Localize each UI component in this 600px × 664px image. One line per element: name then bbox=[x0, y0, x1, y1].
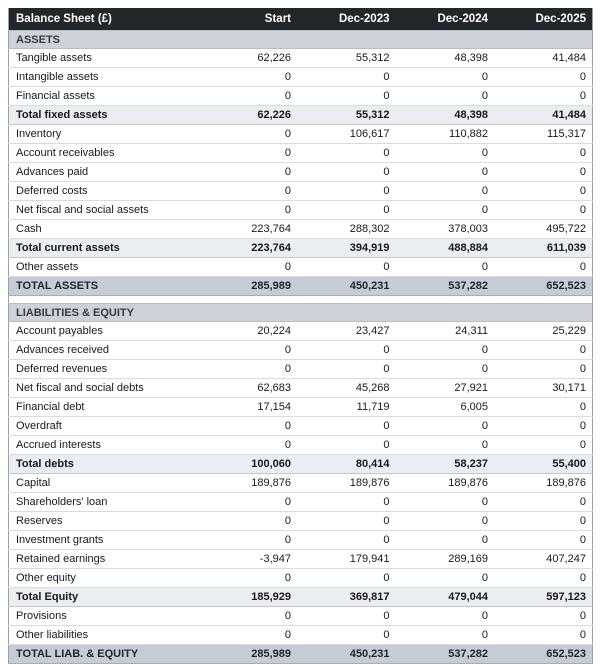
balance-sheet bbox=[8, 8, 592, 664]
cell-value: 0 bbox=[297, 258, 396, 277]
cell-value: 0 bbox=[396, 360, 495, 379]
row-label: Total fixed assets bbox=[9, 106, 199, 125]
cell-value: 0 bbox=[297, 626, 396, 645]
row-label: Inventory bbox=[9, 125, 199, 144]
cell-value: 0 bbox=[297, 512, 396, 531]
cell-value: 285,989 bbox=[199, 277, 298, 296]
table-row bbox=[9, 163, 593, 182]
cell-value: 0 bbox=[494, 144, 593, 163]
cell-value: 0 bbox=[297, 493, 396, 512]
cell-value: 25,229 bbox=[494, 322, 593, 341]
row-label: Deferred costs bbox=[9, 182, 199, 201]
cell-value: 11,719 bbox=[297, 398, 396, 417]
cell-value: 0 bbox=[396, 182, 495, 201]
section-header-label: LIABILITIES & EQUITY bbox=[9, 304, 593, 322]
cell-value: 378,003 bbox=[396, 220, 495, 239]
table-row bbox=[9, 455, 593, 474]
cell-value: 488,884 bbox=[396, 239, 495, 258]
cell-value: 0 bbox=[199, 531, 298, 550]
cell-value: 537,282 bbox=[396, 277, 495, 296]
cell-value: 0 bbox=[494, 341, 593, 360]
cell-value: 450,231 bbox=[297, 277, 396, 296]
cell-value: 652,523 bbox=[494, 645, 593, 664]
cell-value: 0 bbox=[396, 607, 495, 626]
cell-value: 0 bbox=[199, 144, 298, 163]
cell-value: 24,311 bbox=[396, 322, 495, 341]
cell-value: 223,764 bbox=[199, 220, 298, 239]
cell-value: 0 bbox=[297, 68, 396, 87]
column-header-dec-2024: Dec-2024 bbox=[396, 8, 495, 31]
cell-value: 0 bbox=[297, 417, 396, 436]
cell-value: 0 bbox=[396, 493, 495, 512]
row-label: Advances received bbox=[9, 341, 199, 360]
cell-value: 20,224 bbox=[199, 322, 298, 341]
cell-value: 0 bbox=[297, 87, 396, 106]
row-label: Other assets bbox=[9, 258, 199, 277]
cell-value: 0 bbox=[199, 258, 298, 277]
cell-value: 30,171 bbox=[494, 379, 593, 398]
cell-value: 0 bbox=[297, 360, 396, 379]
cell-value: 0 bbox=[199, 512, 298, 531]
row-label: Investment grants bbox=[9, 531, 199, 550]
cell-value: 189,876 bbox=[396, 474, 495, 493]
cell-value: 41,484 bbox=[494, 106, 593, 125]
balance-sheet-table bbox=[8, 8, 593, 664]
cell-value: 185,929 bbox=[199, 588, 298, 607]
cell-value: 0 bbox=[494, 626, 593, 645]
cell-value: 288,302 bbox=[297, 220, 396, 239]
cell-value: 223,764 bbox=[199, 239, 298, 258]
cell-value: 0 bbox=[396, 626, 495, 645]
cell-value: 495,722 bbox=[494, 220, 593, 239]
cell-value: 0 bbox=[494, 182, 593, 201]
row-label: Reserves bbox=[9, 512, 199, 531]
cell-value: 0 bbox=[297, 569, 396, 588]
row-label: Provisions bbox=[9, 607, 199, 626]
cell-value: 0 bbox=[494, 163, 593, 182]
cell-value: 41,484 bbox=[494, 49, 593, 68]
table-row bbox=[9, 277, 593, 296]
cell-value: 0 bbox=[494, 569, 593, 588]
cell-value: 0 bbox=[396, 417, 495, 436]
table-row bbox=[9, 493, 593, 512]
row-label: Net fiscal and social assets bbox=[9, 201, 199, 220]
cell-value: 285,989 bbox=[199, 645, 298, 664]
table-row bbox=[9, 588, 593, 607]
cell-value: 0 bbox=[494, 417, 593, 436]
column-header-start: Start bbox=[199, 8, 298, 31]
cell-value: 0 bbox=[199, 607, 298, 626]
cell-value: 0 bbox=[297, 163, 396, 182]
table-row bbox=[9, 550, 593, 569]
table-row bbox=[9, 569, 593, 588]
table-row bbox=[9, 68, 593, 87]
table-header-row bbox=[9, 8, 593, 31]
row-label: Net fiscal and social debts bbox=[9, 379, 199, 398]
cell-value: 0 bbox=[396, 512, 495, 531]
cell-value: 0 bbox=[396, 201, 495, 220]
section-header-row bbox=[9, 304, 593, 322]
table-row bbox=[9, 512, 593, 531]
row-label: Cash bbox=[9, 220, 199, 239]
cell-value: 0 bbox=[297, 182, 396, 201]
cell-value: 0 bbox=[494, 531, 593, 550]
row-label: Advances paid bbox=[9, 163, 199, 182]
table-row bbox=[9, 144, 593, 163]
cell-value: 100,060 bbox=[199, 455, 298, 474]
cell-value: -3,947 bbox=[199, 550, 298, 569]
row-label: Retained earnings bbox=[9, 550, 199, 569]
cell-value: 0 bbox=[199, 417, 298, 436]
cell-value: 0 bbox=[199, 626, 298, 645]
cell-value: 0 bbox=[297, 531, 396, 550]
cell-value: 0 bbox=[199, 360, 298, 379]
table-row bbox=[9, 398, 593, 417]
table-row bbox=[9, 341, 593, 360]
table-row bbox=[9, 607, 593, 626]
cell-value: 0 bbox=[494, 398, 593, 417]
row-label: Overdraft bbox=[9, 417, 199, 436]
cell-value: 289,169 bbox=[396, 550, 495, 569]
cell-value: 62,683 bbox=[199, 379, 298, 398]
cell-value: 17,154 bbox=[199, 398, 298, 417]
section-header-row bbox=[9, 31, 593, 49]
cell-value: 597,123 bbox=[494, 588, 593, 607]
table-row bbox=[9, 474, 593, 493]
row-label: Account receivables bbox=[9, 144, 199, 163]
cell-value: 0 bbox=[494, 360, 593, 379]
cell-value: 0 bbox=[494, 87, 593, 106]
table-row bbox=[9, 87, 593, 106]
cell-value: 407,247 bbox=[494, 550, 593, 569]
cell-value: 115,317 bbox=[494, 125, 593, 144]
cell-value: 45,268 bbox=[297, 379, 396, 398]
table-row bbox=[9, 645, 593, 664]
table-row bbox=[9, 417, 593, 436]
table-row bbox=[9, 436, 593, 455]
cell-value: 394,919 bbox=[297, 239, 396, 258]
table-row bbox=[9, 360, 593, 379]
cell-value: 652,523 bbox=[494, 277, 593, 296]
row-label: Total current assets bbox=[9, 239, 199, 258]
cell-value: 0 bbox=[297, 144, 396, 163]
row-label: TOTAL LIAB. & EQUITY bbox=[9, 645, 199, 664]
cell-value: 0 bbox=[199, 163, 298, 182]
table-row bbox=[9, 125, 593, 144]
row-label: Tangible assets bbox=[9, 49, 199, 68]
cell-value: 0 bbox=[199, 182, 298, 201]
cell-value: 23,427 bbox=[297, 322, 396, 341]
cell-value: 0 bbox=[396, 144, 495, 163]
row-label: Accrued interests bbox=[9, 436, 199, 455]
cell-value: 0 bbox=[494, 258, 593, 277]
table-row bbox=[9, 201, 593, 220]
cell-value: 0 bbox=[199, 569, 298, 588]
cell-value: 6,005 bbox=[396, 398, 495, 417]
cell-value: 0 bbox=[199, 493, 298, 512]
cell-value: 0 bbox=[297, 341, 396, 360]
cell-value: 106,617 bbox=[297, 125, 396, 144]
cell-value: 0 bbox=[396, 258, 495, 277]
cell-value: 48,398 bbox=[396, 49, 495, 68]
cell-value: 537,282 bbox=[396, 645, 495, 664]
cell-value: 0 bbox=[396, 68, 495, 87]
cell-value: 0 bbox=[494, 436, 593, 455]
cell-value: 58,237 bbox=[396, 455, 495, 474]
cell-value: 0 bbox=[494, 201, 593, 220]
section-header-label: ASSETS bbox=[9, 31, 593, 49]
cell-value: 27,921 bbox=[396, 379, 495, 398]
row-label: Financial debt bbox=[9, 398, 199, 417]
row-label: Capital bbox=[9, 474, 199, 493]
row-label: Intangible assets bbox=[9, 68, 199, 87]
row-label: Other equity bbox=[9, 569, 199, 588]
table-row bbox=[9, 49, 593, 68]
table-row bbox=[9, 220, 593, 239]
row-label: Other liabilities bbox=[9, 626, 199, 645]
cell-value: 55,312 bbox=[297, 106, 396, 125]
cell-value: 369,817 bbox=[297, 588, 396, 607]
cell-value: 0 bbox=[494, 68, 593, 87]
cell-value: 0 bbox=[396, 341, 495, 360]
cell-value: 450,231 bbox=[297, 645, 396, 664]
cell-value: 0 bbox=[297, 436, 396, 455]
cell-value: 0 bbox=[199, 201, 298, 220]
cell-value: 0 bbox=[396, 531, 495, 550]
cell-value: 0 bbox=[396, 87, 495, 106]
row-label: TOTAL ASSETS bbox=[9, 277, 199, 296]
cell-value: 0 bbox=[297, 201, 396, 220]
column-header-dec-2023: Dec-2023 bbox=[297, 8, 396, 31]
cell-value: 0 bbox=[494, 607, 593, 626]
cell-value: 179,941 bbox=[297, 550, 396, 569]
cell-value: 0 bbox=[199, 436, 298, 455]
row-label: Total Equity bbox=[9, 588, 199, 607]
cell-value: 55,400 bbox=[494, 455, 593, 474]
cell-value: 80,414 bbox=[297, 455, 396, 474]
cell-value: 0 bbox=[199, 68, 298, 87]
column-header-dec-2025: Dec-2025 bbox=[494, 8, 593, 31]
table-title: Balance Sheet (£) bbox=[9, 8, 199, 31]
table-row bbox=[9, 258, 593, 277]
section-gap bbox=[9, 296, 593, 304]
cell-value: 0 bbox=[199, 87, 298, 106]
cell-value: 0 bbox=[494, 512, 593, 531]
cell-value: 55,312 bbox=[297, 49, 396, 68]
row-label: Account payables bbox=[9, 322, 199, 341]
table-row bbox=[9, 379, 593, 398]
cell-value: 611,039 bbox=[494, 239, 593, 258]
cell-value: 0 bbox=[494, 493, 593, 512]
cell-value: 0 bbox=[396, 436, 495, 455]
cell-value: 62,226 bbox=[199, 106, 298, 125]
table-row bbox=[9, 239, 593, 258]
cell-value: 0 bbox=[199, 341, 298, 360]
cell-value: 0 bbox=[396, 163, 495, 182]
cell-value: 62,226 bbox=[199, 49, 298, 68]
cell-value: 189,876 bbox=[199, 474, 298, 493]
row-label: Shareholders' loan bbox=[9, 493, 199, 512]
cell-value: 189,876 bbox=[494, 474, 593, 493]
cell-value: 48,398 bbox=[396, 106, 495, 125]
cell-value: 479,044 bbox=[396, 588, 495, 607]
row-label: Financial assets bbox=[9, 87, 199, 106]
cell-value: 0 bbox=[297, 607, 396, 626]
row-label: Total debts bbox=[9, 455, 199, 474]
cell-value: 0 bbox=[199, 125, 298, 144]
cell-value: 0 bbox=[396, 569, 495, 588]
section-gap-cell bbox=[9, 296, 593, 304]
row-label: Deferred revenues bbox=[9, 360, 199, 379]
cell-value: 110,882 bbox=[396, 125, 495, 144]
table-row bbox=[9, 322, 593, 341]
table-row bbox=[9, 106, 593, 125]
cell-value: 189,876 bbox=[297, 474, 396, 493]
table-row bbox=[9, 182, 593, 201]
table-row bbox=[9, 531, 593, 550]
